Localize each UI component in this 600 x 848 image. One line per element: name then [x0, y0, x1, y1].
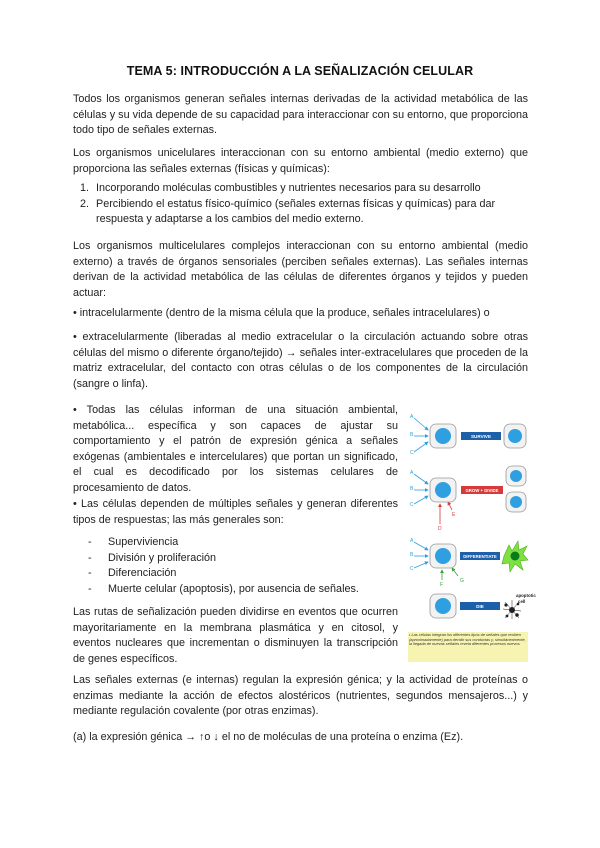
list-item-text: División y proliferación — [108, 551, 217, 564]
svg-text:D: D — [438, 526, 442, 532]
svg-text:apoptotic: apoptotic — [516, 593, 536, 598]
paragraph-extracellular: • extracelularmente (liberadas al medio extracelular o la circulación actuando sobre otras células del mismo o diferente órgano/tejido) → señales inter-extracelulares que proceden de la matriz extracelular, del contacto con otras células o de los componentes de la circulación (sangre o linfa). — [73, 331, 528, 390]
svg-text:A: A — [410, 470, 414, 476]
list-item-text: Muerte celular (apoptosis), por ausencia de señales. — [108, 582, 359, 595]
survive-row — [410, 414, 526, 456]
die-row — [430, 593, 536, 619]
list-item: - División y proliferación — [88, 551, 217, 564]
list-item — [73, 181, 528, 197]
list-number: 2. — [79, 197, 89, 210]
paragraph-cells-depend: • Las células dependen de múltiples señales y generan diferentes tipos de respuestas; las más generales son: — [73, 498, 398, 526]
nucleus-icon — [435, 428, 451, 444]
svg-text:B: B — [410, 432, 414, 438]
list-number: 1. — [79, 182, 89, 194]
paragraph-multicellular: Los organismos multicelulares complejos interaccionan con su entorno ambiental (medio externo) a través de órganos sensoriales (perciben señales externas). Las señales internas derivan de la actividad metabólica de las células de diferentes órganos y tejidos y pueden actuar: — [73, 240, 528, 299]
paragraph-pathways: Las rutas de señalización pueden dividirse en eventos que ocurren mayoritariamente en la membrana plasmática y en citosol, y eventos nucleares que incrementan o disminuyen la transcripción de genes específicos. — [73, 606, 398, 665]
list-item-text: Diferenciación — [108, 567, 177, 580]
svg-text:B: B — [410, 486, 414, 492]
svg-text:A: A — [410, 414, 414, 420]
list-item — [73, 197, 528, 228]
response-list — [88, 535, 388, 597]
paragraph-unicellular: Los organismos unicelulares interaccionan con su entorno ambiental (medio externo) que proporciona las señales externas (físicas y químicas): — [73, 147, 528, 175]
svg-text:F: F — [440, 582, 444, 588]
paragraph-intracellular: • intracelularmente (dentro de la misma célula que la produce, señales intracelulares) o — [73, 307, 490, 319]
list-item: - Superviviencia — [88, 536, 179, 548]
page-title: TEMA 5: INTRODUCCIÓN A LA SEÑALIZACIÓN CELULAR — [126, 64, 474, 78]
list-item-text: Superviviencia — [108, 536, 179, 548]
numbered-list — [73, 181, 528, 228]
svg-text:B: B — [410, 552, 414, 558]
svg-text:GROW + DIVIDE: GROW + DIVIDE — [465, 488, 499, 493]
svg-text:cell: cell — [518, 599, 526, 604]
paragraph-intro: Todos los organismos generan señales internas derivadas de la actividad metabólica de las células y su vida depende de su capacidad para interaccionar con su entorno, que proporciona todo tipo de señales externas. — [73, 93, 528, 137]
differentiate-row — [410, 538, 528, 588]
paragraph-cells-inform: • Todas las células informan de una situación ambiental, metabólica... específica y son capaces de ajustar su comportamiento y el patrón de expresión génica a señales exógenas (ambientales e intercelulares) que portan un significado, el cual es decodificado por los sistemas celulares de procesamiento de datos. — [73, 404, 398, 494]
svg-text:DIE: DIE — [476, 604, 484, 609]
list-item-text: Percibiendo el estatus físico-químico (señales externas físicas y químicas) para dar respuesta y adaptarse a los cambios del medio externo. — [96, 197, 496, 226]
grow-divide-row — [410, 466, 526, 532]
svg-text:C: C — [410, 566, 414, 572]
list-item: - Muerte celular (apoptosis), por ausencia de señales. — [88, 582, 359, 595]
svg-text:SURVIVE: SURVIVE — [470, 434, 492, 439]
signaling-diagram — [406, 404, 536, 665]
paragraph-regulation: Las señales externas (e internas) regulan la expresión génica; y la actividad de proteínas o enzimas mediante la acción de efectos alostéricos (nutrientes, segundos mensajeros...) y mediante regulación covalente (por otras enzimas). — [73, 674, 528, 718]
svg-text:C: C — [410, 450, 414, 456]
svg-text:E: E — [452, 512, 456, 518]
signaling-figure — [406, 404, 536, 665]
svg-text:DIFFERENTIATE: DIFFERENTIATE — [463, 554, 497, 559]
svg-text:G: G — [460, 578, 464, 584]
svg-text:C: C — [410, 502, 414, 508]
list-item: - Diferenciación — [88, 567, 177, 580]
figure-caption: • Las células integran los diferentes tipos de señales que reciben (aproximadamente) para decidir sus conductas y, simultáneamente, la llegada de nuevas señales revela diferentes procesos nuevos. — [409, 632, 526, 647]
paragraph-gene-expression: (a) la expresión génica → ↑o ↓ el no de moléculas de una proteína o enzima (Ez). — [73, 731, 464, 743]
list-item-text: Incorporando moléculas combustibles y nutrientes necesarios para su desarrollo — [96, 182, 481, 194]
svg-text:A: A — [410, 538, 414, 544]
